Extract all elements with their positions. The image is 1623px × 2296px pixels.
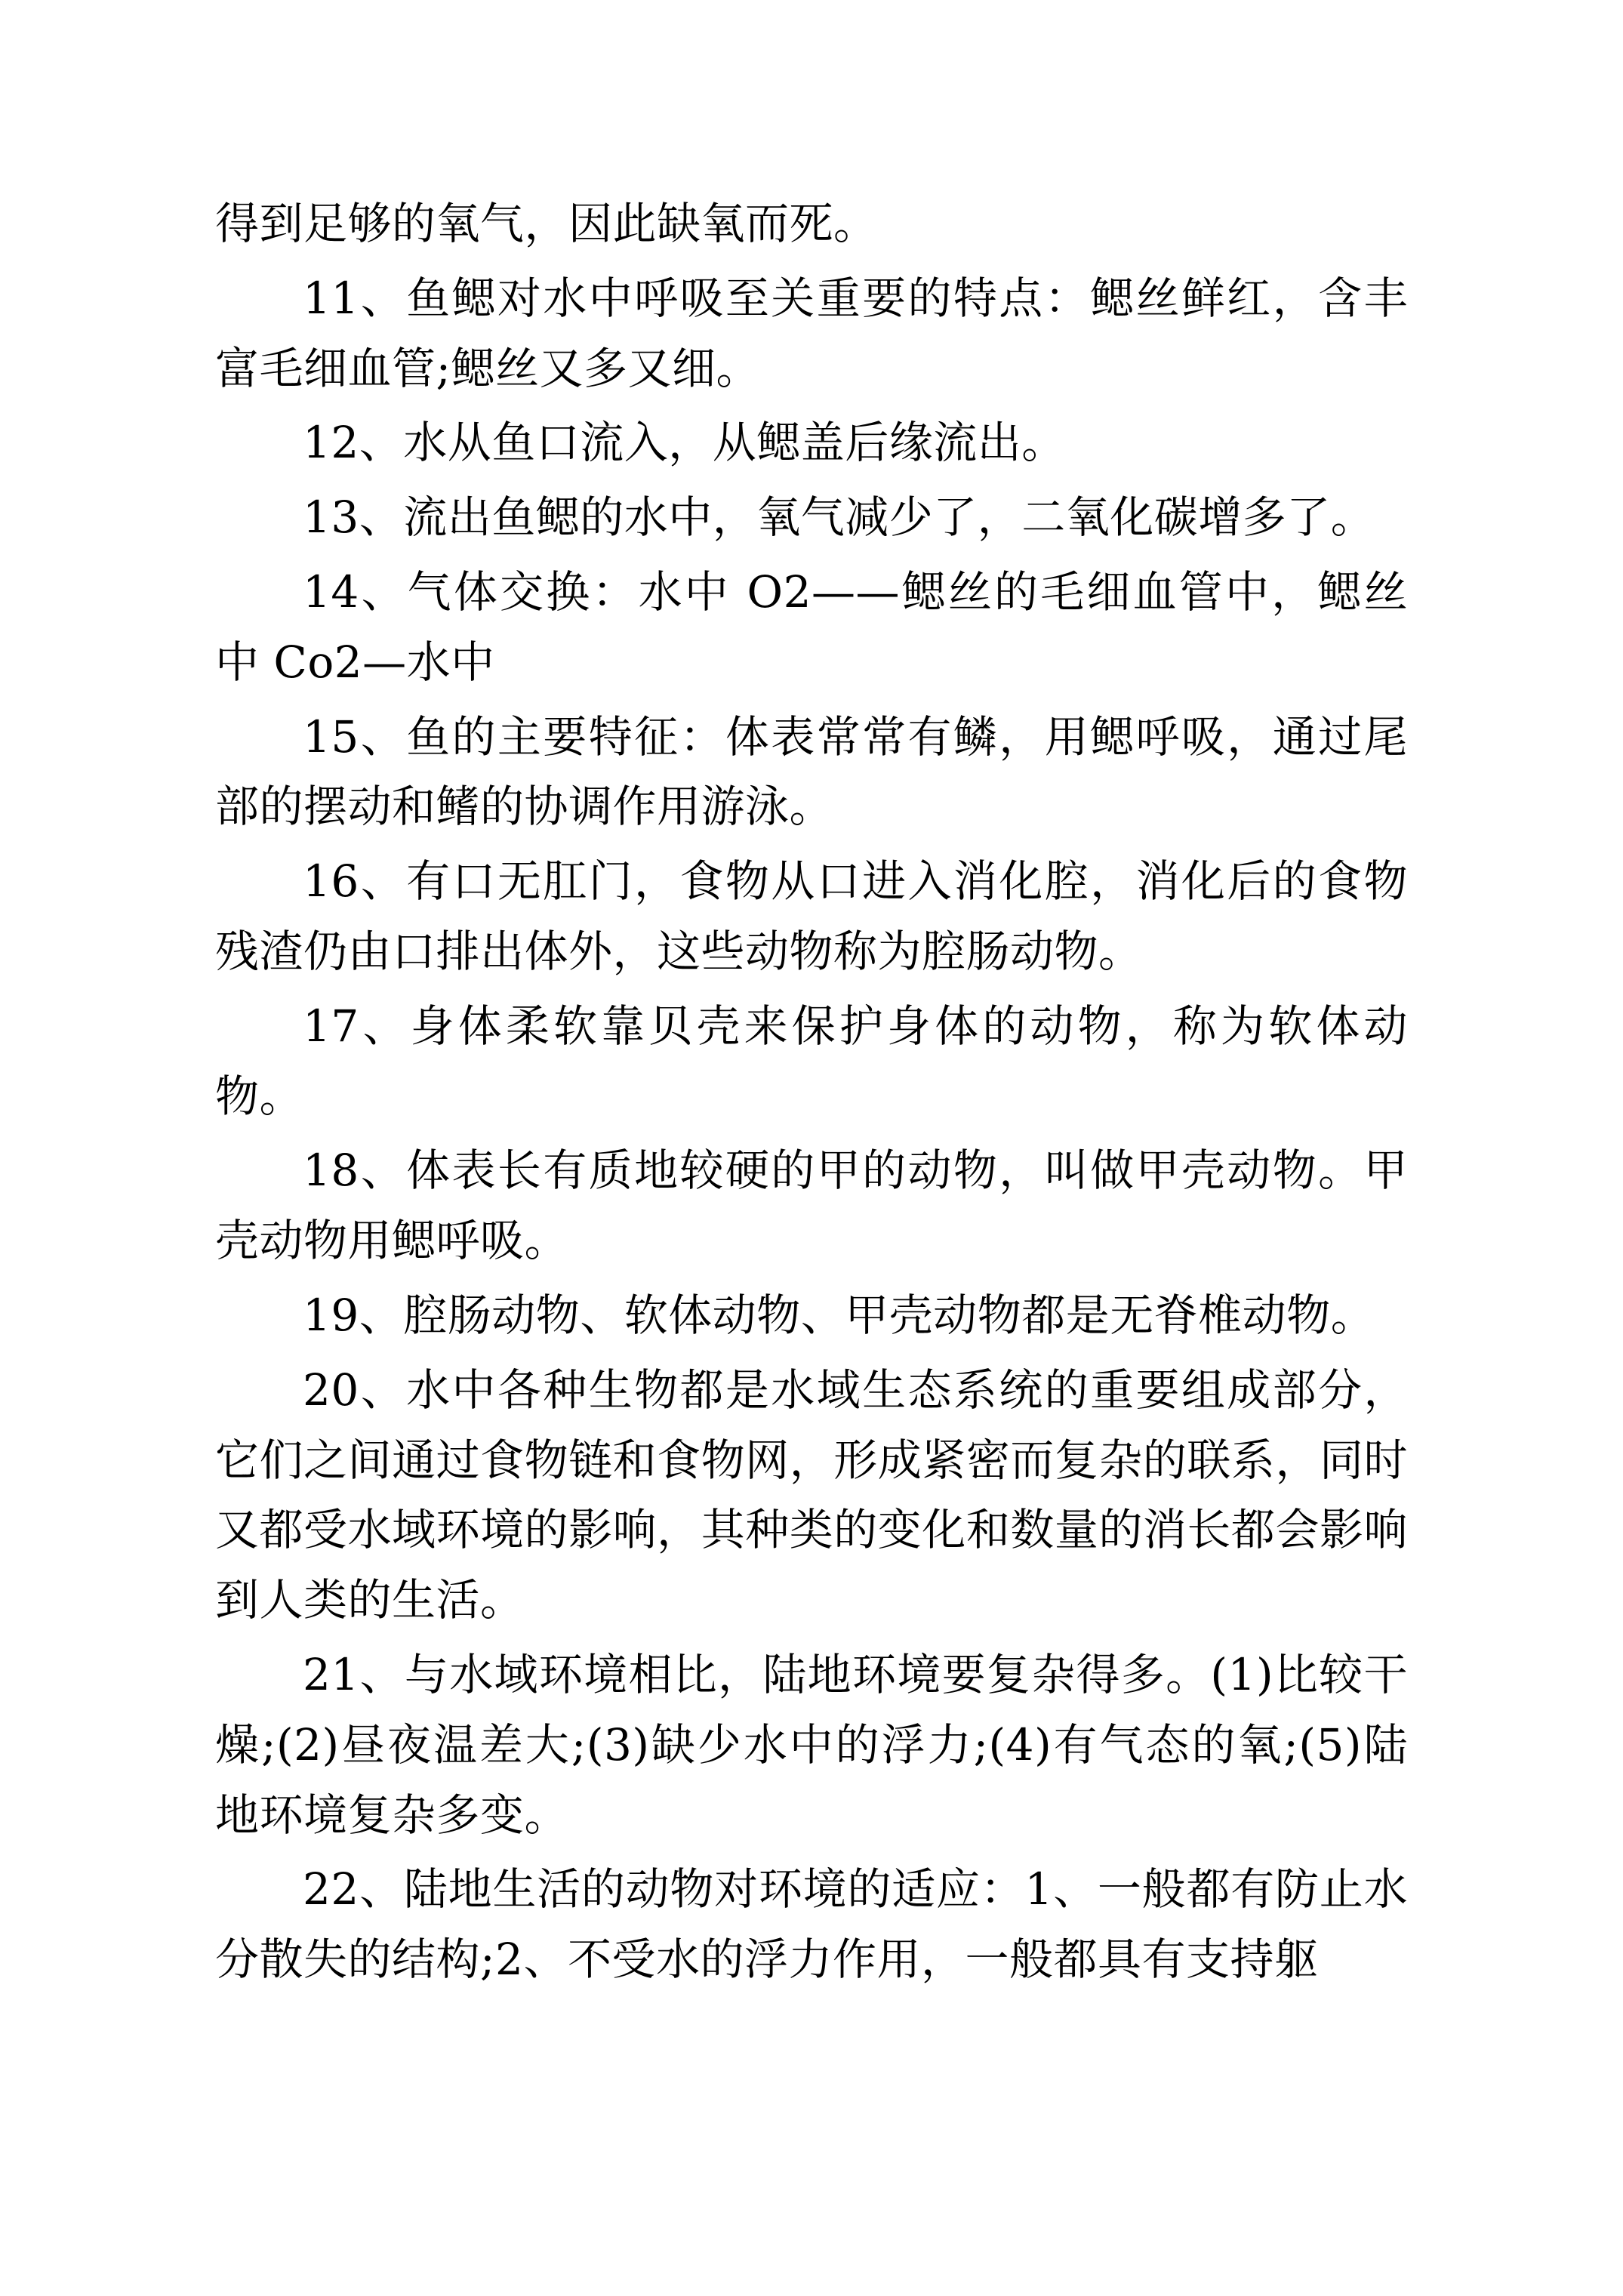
paragraph: 15、鱼的主要特征：体表常常有鳞，用鳃呼吸，通过尾部的摆动和鳍的协调作用游泳。: [215, 710, 1408, 833]
paragraph: 21、与水域环境相比，陆地环境要复杂得多。(1)比较干燥;(2)昼夜温差大;(3)缺少水中的浮力;(4)有气态的氧;(5)陆地环境复杂多变。: [215, 1648, 1408, 1841]
paragraph: 得到足够的氧气，因此缺氧而死。: [215, 198, 878, 249]
paragraph: 17、身体柔软靠贝壳来保护身体的动物，称为软体动物。: [215, 1000, 1408, 1122]
paragraph: 12、水从鱼口流入，从鳃盖后缘流出。: [303, 417, 1066, 469]
paragraph: 14、气体交换：水中 O2——鳃丝的毛细血管中，鳃丝中 Co2—水中: [215, 566, 1408, 688]
paragraph: 18、体表长有质地较硬的甲的动物，叫做甲壳动物。甲壳动物用鳃呼吸。: [215, 1145, 1408, 1267]
paragraph: 16、有口无肛门，食物从口进入消化腔，消化后的食物残渣仍由口排出体外，这些动物称为腔肠动物。: [215, 855, 1408, 977]
paragraph: 11、鱼鳃对水中呼吸至关重要的特点：鳃丝鲜红，含丰富毛细血管;鳃丝又多又细。: [215, 272, 1408, 394]
paragraph: 20、水中各种生物都是水域生态系统的重要组成部分，它们之间通过食物链和食物网，形成紧密而复杂的联系，同时又都受水域环境的影响，其种类的变化和数量的消长都会影响到人类的生活。: [215, 1364, 1408, 1626]
paragraph: 13、流出鱼鳃的水中，氧气减少了，二氧化碳增多了。: [303, 492, 1375, 544]
paragraph: 19、腔肠动物、软体动物、甲壳动物都是无脊椎动物。: [303, 1289, 1375, 1341]
paragraph: 22、陆地生活的动物对环境的适应：1、一般都有防止水分散失的结构;2、不受水的浮力作用，一般都具有支持躯: [215, 1863, 1408, 1986]
document-body: [215, 189, 1408, 1995]
